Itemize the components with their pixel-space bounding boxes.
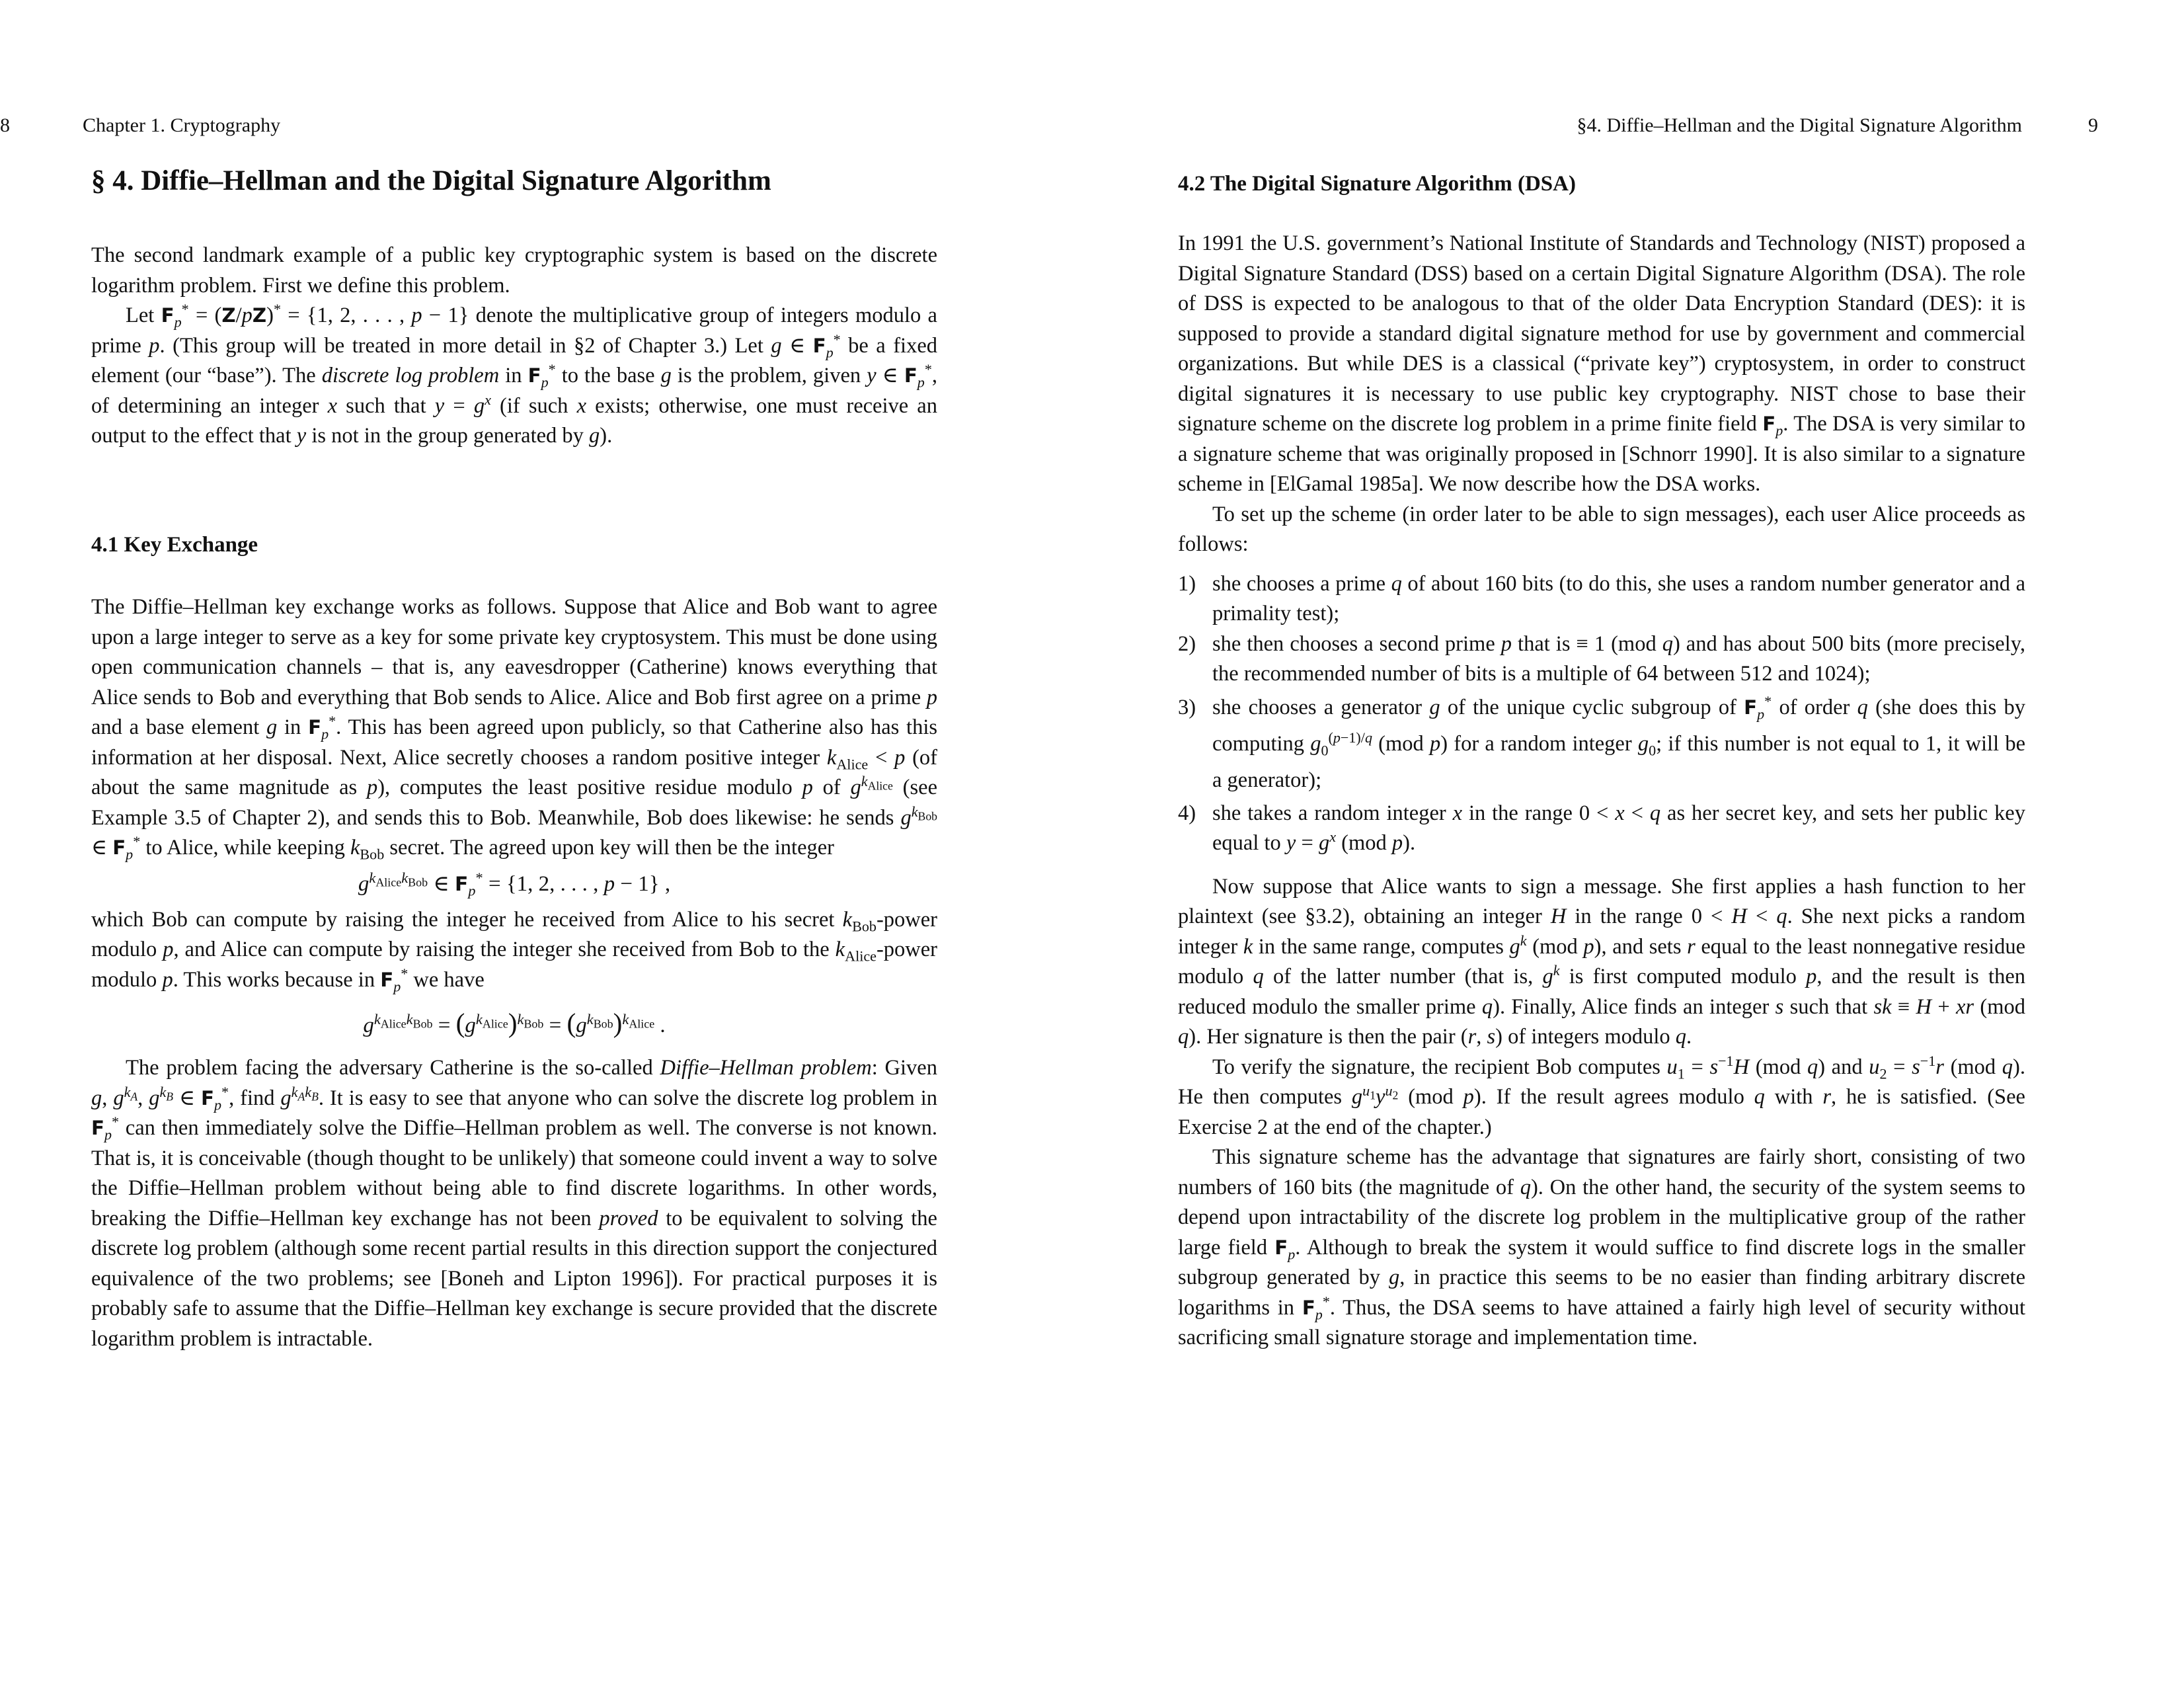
- subsection-title-dsa: 4.2 The Digital Signature Algorithm (DSA): [1178, 172, 1576, 196]
- right-page: [1092, 0, 2184, 1686]
- list-number: 2): [1178, 631, 1196, 656]
- definition-paragraph: Let $F_p^* = (Z/pZ)^* = \{1$, 2, . . . , p − 1} denote the multiplicative group of integers modulo a prime p. (This group will be treated in more detail in §2 of Chapter 3.) Let g ∈ $F_p^*$ be a fixed element (our “base”). The discrete log problem in $F_p^*$ to the base g is the problem, given y ∈ $F_p^*$, of determining an integer x such that $y = g^x$ (if such x exists; otherwise, one must receive an output to the effect that y is not in the group generated by g).: [91, 301, 938, 448]
- page-number-right: 9: [2088, 114, 2098, 136]
- list-number: 3): [1178, 695, 1196, 719]
- section-title: § 4. Diffie–Hellman and the Digital Signature Algorithm: [91, 165, 771, 196]
- verification-paragraph: To verify the signature, the recipient Bob computes $u_1 = s^{-1}H$ (mod q) and $u_2 = s^{-1}r$ (mod q). He then computes $g^{u_1}y^{u_2}$ (mod p). If the result agrees modulo q with r, he is satisfied. (See Exercise 2 at the end of the chapter.): [1178, 1052, 2025, 1139]
- dsa-intro-paragraph: In 1991 the U.S. government’s National Institute of Standards and Technology (NIST) proposed a Digital Signature Standard (DSS) based on a certain Digital Signature Algorithm (DSA). The role of DSS is expected to be analogous to that of the older Data Encryption Standard (DES): it is supposed to provide a standard digital signature method for use by government and commercial organizations. But while DES is a classical (“private key”) cryptosystem, in order to construct digital signatures it is necessary to use public key cryptography. NIST chose to base their signature scheme on the discrete log problem in a prime finite field $F_p$. The DSA is very similar to a signature scheme that was originally proposed in [Schnorr 1990]. It is also similar to a signature scheme in [ElGamal 1985a]. We now describe how the DSA works.: [1178, 231, 2025, 496]
- list-item: 1) she chooses a prime q of about 160 bits (to do this, she uses a random number generator and a primality test);: [1178, 569, 2025, 629]
- running-title-left: Chapter 1. Cryptography: [83, 114, 281, 136]
- running-title-right: §4. Diffie–Hellman and the Digital Signature Algorithm: [1577, 114, 2022, 136]
- setup-paragraph: To set up the scheme (in order later to be able to sign messages), each user Alice proceeds as follows:: [1178, 502, 2025, 556]
- security-paragraph: This signature scheme has the advantage that signatures are fairly short, consisting of two numbers of 160 bits (the magnitude of q). On the other hand, the security of the system seems to depend upon intractability of the discrete log problem in the multiplicative group of the rather large field $F_p$. Although to break the system it would suffice to find discrete logs in the smaller subgroup generated by g, in practice this seems to be no easier than finding arbitrary discrete logarithms in $F_p^*$. Thus, the DSA seems to have attained a fairly high level of security without sacrificing small signature storage and implementation time.: [1178, 1145, 2026, 1349]
- display-equation-identity: $g^{k_{Alice}k_{Bob}} = (g^{k_{Alice}})^{k_{Bob}} = (g^{k_{Bob}})^{k_{Alice}}$ .: [363, 1008, 666, 1038]
- list-number: 4): [1178, 801, 1196, 825]
- dsa-text: [1178, 229, 2025, 1353]
- dsa-heading: [1178, 169, 2025, 198]
- key-exchange-text: [91, 592, 937, 1354]
- intro-text: [91, 241, 937, 452]
- subsection-title-key-exchange: 4.1 Key Exchange: [91, 533, 258, 557]
- display-equation-key: $g^{k_{Alice}k_{Bob}}$ ∈ $F_p^* = \{1$, 2, . . . , p − 1} ,: [358, 869, 671, 899]
- diffie-hellman-problem-paragraph: The problem facing the adversary Catherine is the so-called Diffie–Hellman problem: Given g, $g^{k_A}$, $g^{k_B}$ ∈ $F_p^*$, find $g^{k_Ak_B}$. It is easy to see that anyone who can solve the discrete log problem in $F_p^*$ can then immediately solve the Diffie–Hellman problem as well. The converse is not known. That is, it is conceivable (though thought to be unlikely) that someone could invent a way to solve the Diffie–Hellman problem without being able to find discrete logarithms. In other words, breaking the Diffie–Hellman key exchange has not been proved to be equivalent to solving the discrete log problem (although some recent partial results in this direction support the conjectured equivalence of the two problems; see [Boneh and Lipton 1996]). For practical purposes it is probably safe to assume that the Diffie–Hellman key exchange is secure provided that the discrete logarithm problem is intractable.: [91, 1056, 938, 1351]
- intro-paragraph: The second landmark example of a public key cryptographic system is based on the discrete logarithm problem. First we define this problem.: [91, 243, 937, 298]
- computation-paragraph: which Bob can compute by raising the integer he received from Alice to his secret $k_{Bob}$-power modulo p, and Alice can compute by raising the integer she received from Bob to the $k_{Alice}$-power modulo p. This works because in $F_p^*$ we have: [91, 907, 938, 994]
- key-exchange-paragraph: The Diffie–Hellman key exchange works as follows. Suppose that Alice and Bob want to agree upon a large integer to serve as a key for some private key cryptosystem. This must be done using open communication channels – that is, any eavesdropper (Catherine) knows everything that Alice sends to Bob and everything that Bob sends to Alice. Alice and Bob first agree on a prime p and a base element g in $F_p^*$. This has been agreed upon publicly, so that Catherine also has this information at her disposal. Next, Alice secretly chooses a random positive integer $k_{Alice} < p$ (of about the same magnitude as p), computes the least positive residue modulo p of $g^{k_{Alice}}$ (see Example 3.5 of Chapter 2), and sends this to Bob. Meanwhile, Bob does likewise: he sends $g^{k_{Bob}}$ ∈ $F_p^*$ to Alice, while keeping $k_{Bob}$ secret. The agreed upon key will then be the integer: [91, 595, 938, 863]
- list-item: 2) she then chooses a second prime p that is ≡ 1 (mod q) and has about 500 bits (more precisely, the recommended number of bits is a multiple of 64 between 512 and 1024);: [1178, 629, 2025, 690]
- key-exchange-heading: [91, 530, 937, 559]
- signing-paragraph: Now suppose that Alice wants to sign a message. She first applies a hash function to her plaintext (see §3.2), obtaining an integer H in the range 0 < H < q. She next picks a random integer k in the same range, computes $g^k$ (mod p), and sets r equal to the least nonnegative residue modulo q of the latter number (that is, $g^k$ is first computed modulo p, and the result is then reduced modulo the smaller prime q). Finally, Alice finds an integer s such that sk ≡ H + xr (mod q). Her signature is then the pair (r, s) of integers modulo q.: [1178, 874, 2026, 1049]
- list-number: 1): [1178, 571, 1196, 596]
- section-heading: [91, 163, 937, 200]
- setup-steps-list: [1178, 569, 2025, 859]
- list-item: 4) she takes a random integer x in the range 0 < x < q as her secret key, and sets her public key equal to $y = g^x$ (mod p).: [1178, 799, 2025, 859]
- list-item: 3) she chooses a generator g of the unique cyclic subgroup of $F_p^*$ of order q (she does this by computing $g_0^{(p-1)/q}$ (mod p) for a random integer $g_0$; if this number is not equal to 1, it will be a generator);: [1178, 690, 2025, 799]
- page-number-left: 8: [0, 114, 10, 136]
